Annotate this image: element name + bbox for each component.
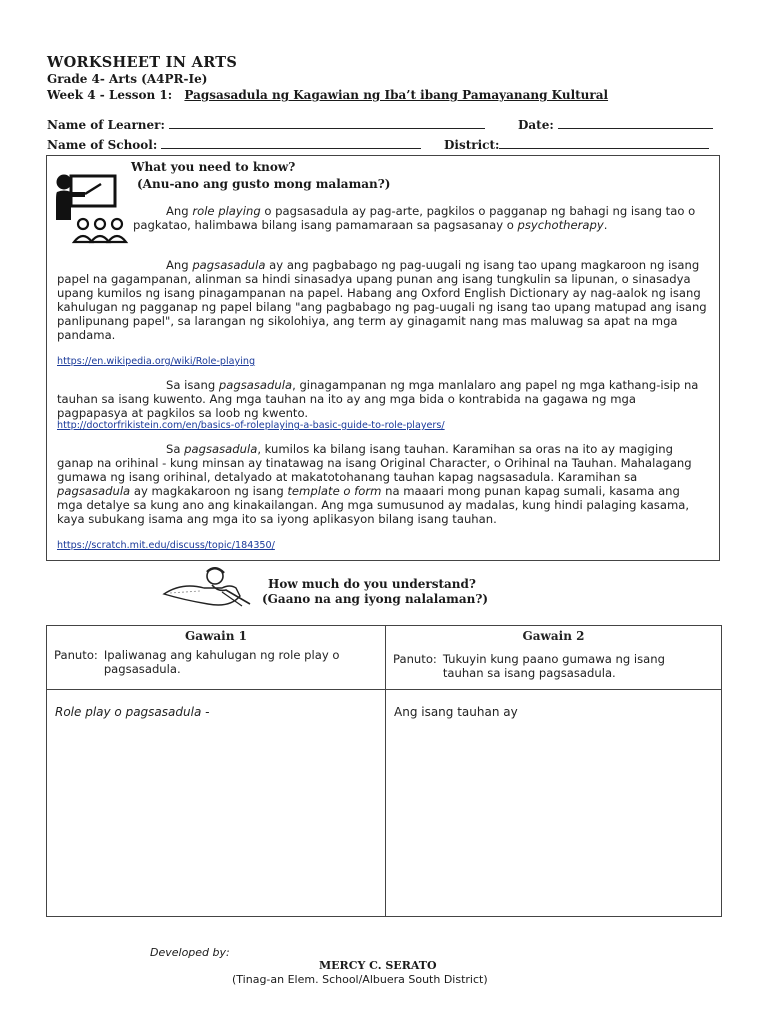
- gawain-1-instr-label: Panuto:: [54, 648, 98, 662]
- gawain-2-title: Gawain 2: [522, 629, 585, 643]
- date-line[interactable]: [558, 116, 713, 129]
- gawain-1-answer-prompt: Role play o pagsasadula -: [55, 705, 210, 719]
- week-line: [47, 88, 608, 102]
- gawain-2-answer-prompt: Ang isang tauhan ay: [394, 705, 518, 719]
- thinking-person-icon: [160, 566, 260, 616]
- lesson-title: Pagsasadula ng Kagawian ng Iba’t ibang Pamayanang Kultural: [184, 88, 609, 102]
- grade-line: Grade 4- Arts (A4PR-Ie): [47, 72, 208, 86]
- know-subheading: (Anu-ano ang gusto mong malaman?): [137, 177, 391, 191]
- district-line[interactable]: [499, 136, 709, 149]
- scratch-link[interactable]: https://scratch.mit.edu/discuss/topic/184350/: [57, 540, 275, 551]
- learner-line[interactable]: [169, 116, 485, 129]
- paragraph-4: Sa pagsasadula, kumilos ka bilang isang tauhan. Karamihan sa oras na ito ay magiging ganap na orihinal - kung minsan ay tinatawag na isang Original Character, o Orihinal na Tauhan. Mahalagang gumawa ng isang orihinal, detalyado at makatotohanang tauhan kapag nagsasadula. Karamihan sa pagsasadula ay magkakaroon ng isang template o form na maaari mong punan kapag sumali, kasama ang mga detalye sa kung ano ang kinakailangan. Ang mga sumusunod ay madalas, kung hindi palaging kasama, kaya subukang isama ang mga ito sa iyong aplikasyon bilang isang tauhan.: [57, 442, 692, 527]
- gawain-1-header: [47, 626, 386, 690]
- gawain-1-instr-text: Ipaliwanag ang kahulugan ng role play o pagsasadula.: [103, 648, 340, 676]
- understand-subheading: (Gaano na ang iyong nalalaman?): [262, 592, 489, 606]
- doctorfrikistein-link[interactable]: http://doctorfrikistein.com/en/basics-of-roleplaying-a-basic-guide-to-role-players/: [57, 420, 445, 431]
- learner-label: Name of Learner:: [47, 118, 165, 132]
- school-field[interactable]: [47, 136, 421, 152]
- understand-heading: How much do you understand?: [268, 577, 476, 591]
- gawain-1-answer-area[interactable]: [47, 690, 386, 917]
- teacher-presentation-icon: [51, 170, 129, 250]
- date-field[interactable]: [518, 116, 713, 132]
- gawain-1-instruction: [48, 648, 384, 676]
- paragraph-3: Sa isang pagsasadula, ginagampanan ng mga manlalaro ang papel ng mga kathang-isip na tauhan sa isang kuwento. Ang mga tauhan na ito ay ang mga bida o kontrabida na gagawa ng mga pagpapasya at pagkilos sa loob ng kwento.: [57, 378, 699, 421]
- wikipedia-link[interactable]: https://en.wikipedia.org/wiki/Role-playing: [57, 356, 256, 367]
- gawain-1-title: Gawain 1: [185, 629, 247, 643]
- gawain-2-answer-area[interactable]: [386, 690, 722, 917]
- district-field[interactable]: [444, 136, 709, 152]
- date-label: Date:: [518, 118, 554, 132]
- worksheet-title: WORKSHEET IN ARTS: [47, 54, 238, 71]
- tasks-table: [46, 625, 722, 917]
- developed-by-label: Developed by:: [150, 946, 230, 959]
- paragraph-1: Ang role playing o pagsasadula ay pag-arte, pagkilos o pagganap ng bahagi ng isang tao o pagkatao, halimbawa bilang isang pamamaraan sa pagsasanay o psychotherapy.: [133, 204, 696, 233]
- school-line[interactable]: [161, 136, 421, 149]
- what-you-need-to-know-box: [46, 155, 720, 561]
- gawain-2-instr-text: Tukuyin kung paano gumawa ng isang tauhan sa isang pagsasadula.: [442, 652, 665, 680]
- paragraph-2: Ang pagsasadula ay ang pagbabago ng pag-uugali ng isang tao upang magkaroon ng isang papel na gagampanan, alinman sa hindi sinasadya upang punan ang isang tungkulin sa lipunan, o sinasadya upang kumilos ng isang pinagampanan na papel. Habang ang Oxford English Dictionary ay nag-aalok ng isang kahulugan ng pagganap ng papel bilang "ang pagbabago ng pag-uugali ng isang tao upang matupad ang isang panlipunang papel", sa larangan ng sikolohiya, ang term ay ginagamit nang mas maluwag sa apat na mga pandama.: [57, 258, 707, 343]
- gawain-2-header: [386, 626, 722, 690]
- week-prefix: Week 4 - Lesson 1:: [47, 88, 173, 102]
- know-heading: What you need to know?: [131, 160, 296, 174]
- author-school: (Tinag-an Elem. School/Albuera South District): [232, 973, 488, 986]
- gawain-2-instruction: [387, 652, 720, 680]
- author-name: MERCY C. SERATO: [319, 959, 437, 972]
- gawain-2-instr-label: Panuto:: [393, 652, 437, 666]
- district-label: District:: [444, 138, 500, 152]
- school-label: Name of School:: [47, 138, 158, 152]
- learner-field[interactable]: [47, 116, 485, 132]
